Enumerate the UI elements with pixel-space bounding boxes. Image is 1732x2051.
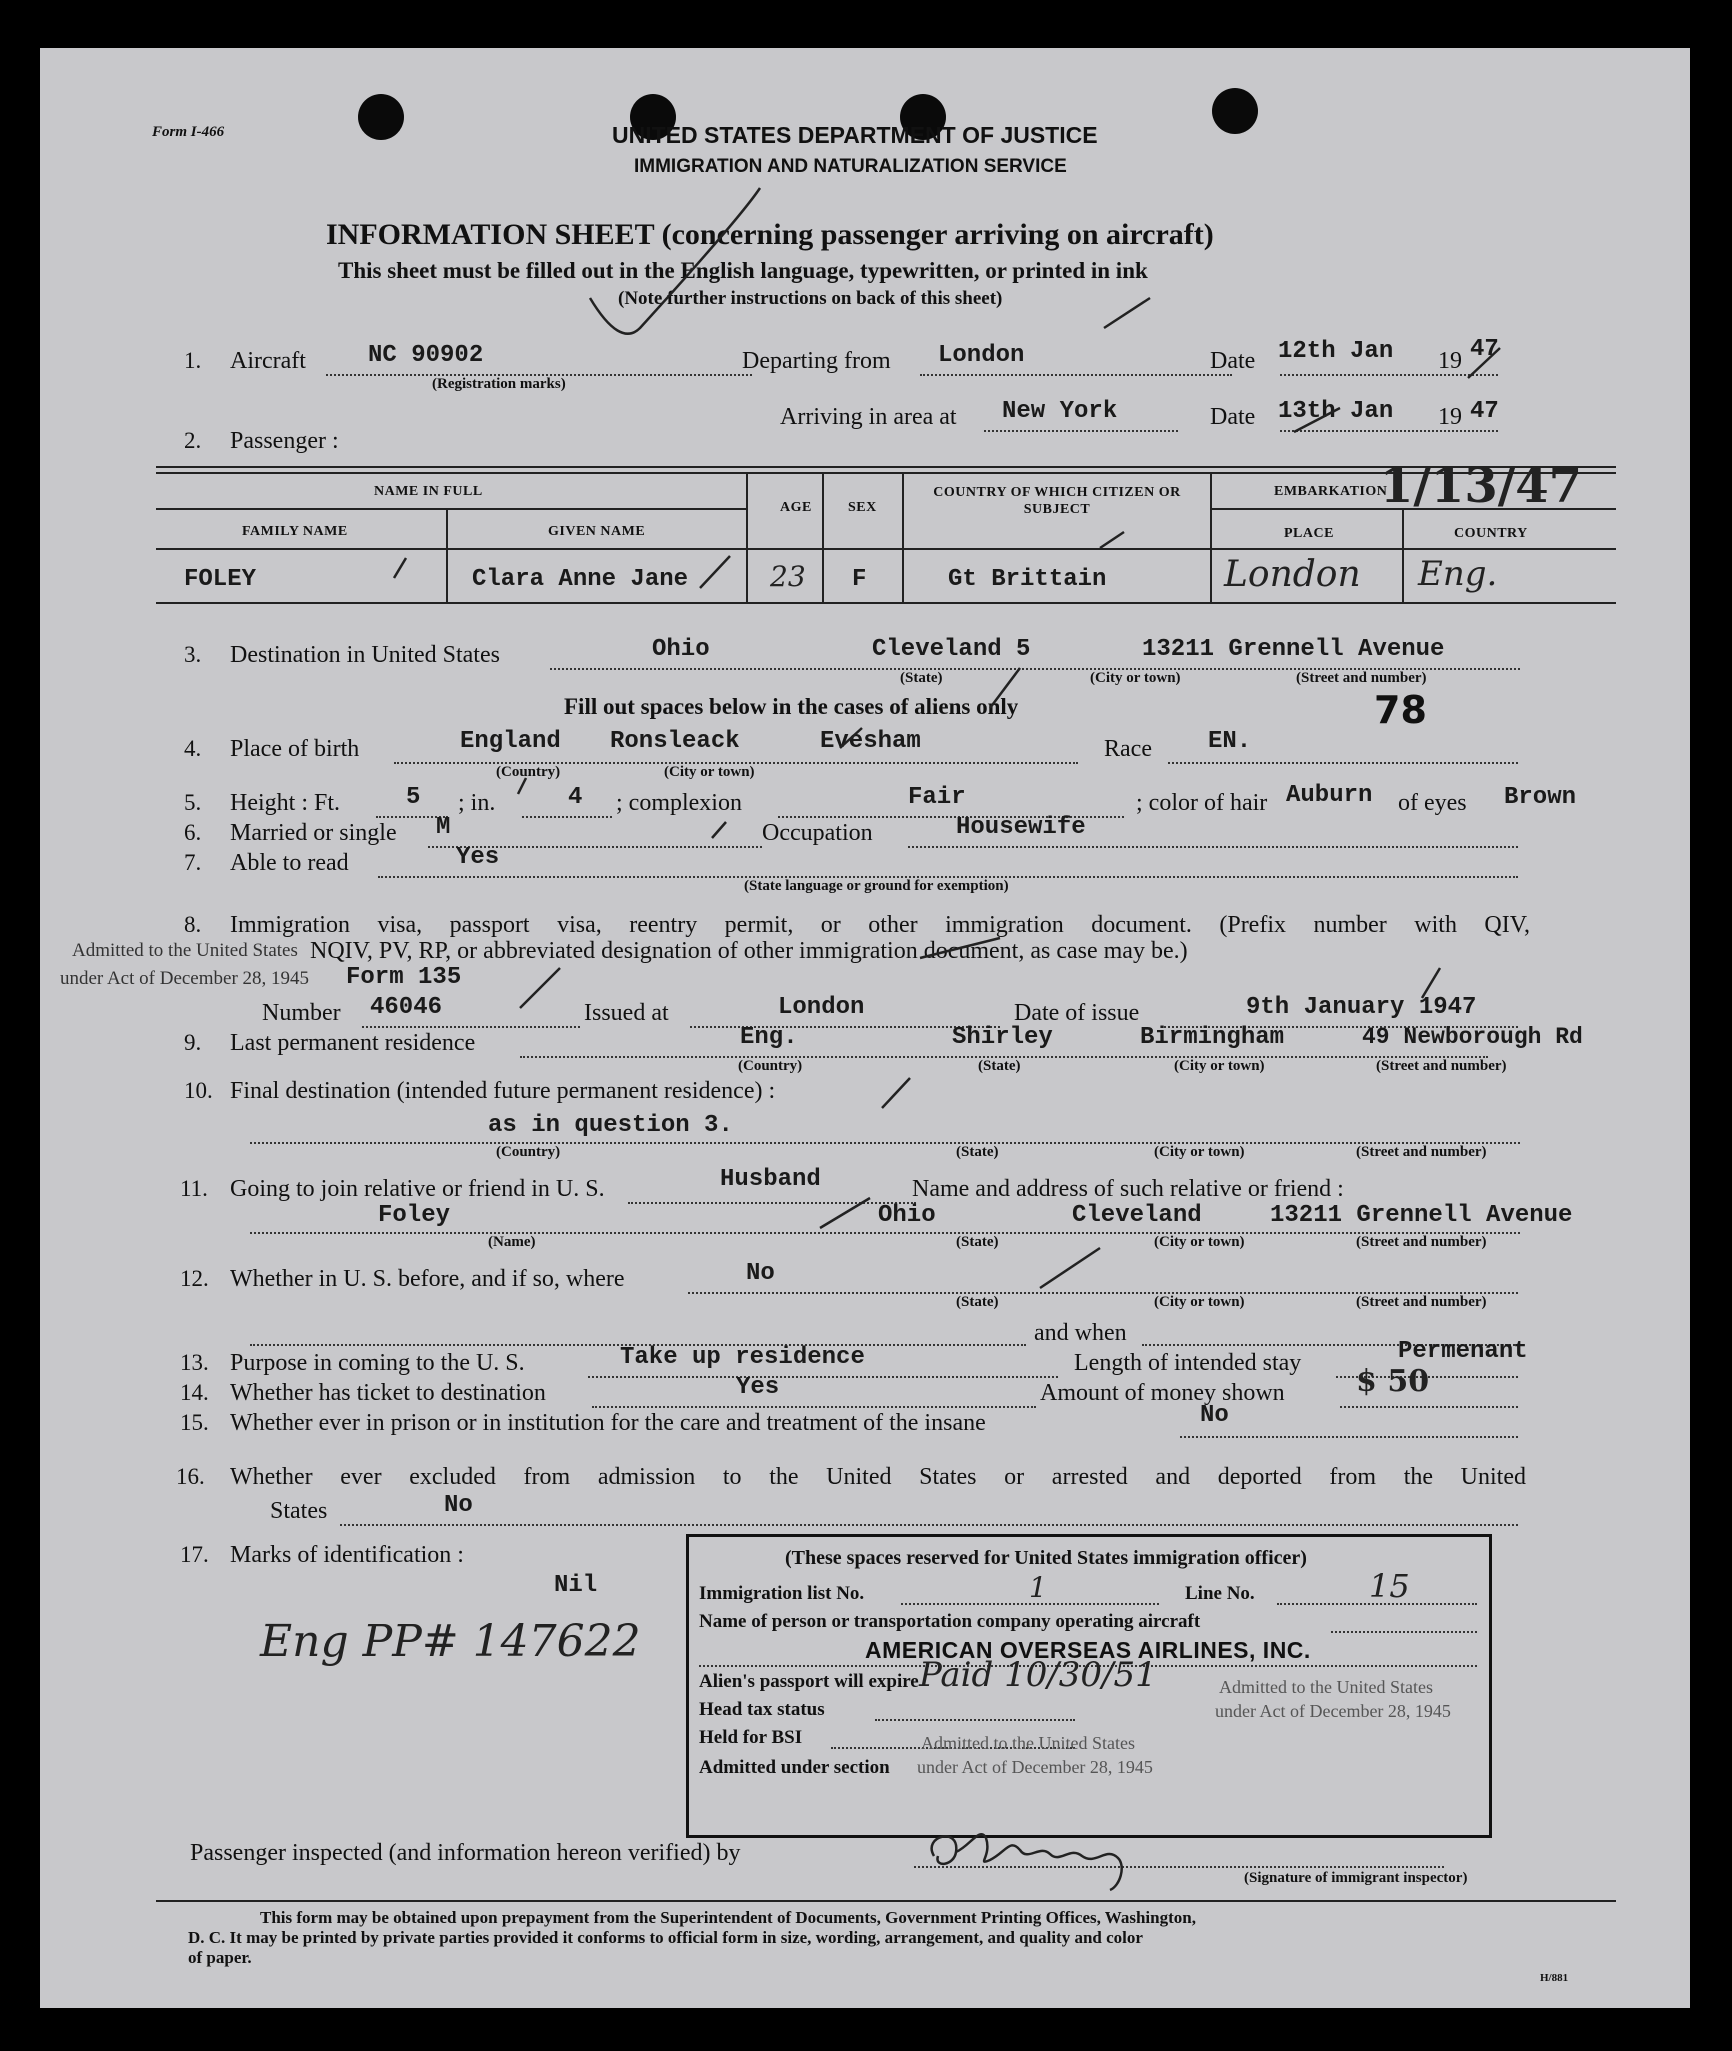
- ticket-label: Whether has ticket to destination: [230, 1380, 546, 1406]
- q10-number: 10.: [184, 1078, 213, 1103]
- age-value: 23: [770, 560, 806, 593]
- join-relative-label: Going to join relative or friend in U. S.: [230, 1176, 605, 1202]
- header-embarkation: EMBARKATION: [1274, 484, 1388, 499]
- q12-number: 12.: [180, 1266, 209, 1291]
- stay-value: Permenant: [1398, 1338, 1528, 1365]
- hair-label: ; color of hair: [1136, 790, 1268, 816]
- header-sex: SEX: [848, 500, 877, 515]
- caption-street: (Street and number): [1376, 1058, 1507, 1074]
- married-value: M: [436, 814, 451, 841]
- officer-stamp-a-line2: under Act of December 28, 1945: [1215, 1701, 1451, 1721]
- line-no-value: 15: [1369, 1567, 1410, 1605]
- header-country: COUNTRY: [1454, 526, 1528, 541]
- excluded-label-1: Whether ever excluded from admission to the United States or arrested and deported from the United: [230, 1464, 1526, 1490]
- issued-at-value: London: [778, 994, 865, 1021]
- birthplace-label: Place of birth: [230, 736, 360, 762]
- q5-number: 5.: [184, 790, 202, 815]
- date-label: Date: [1210, 404, 1256, 430]
- operator-company: AMERICAN OVERSEAS AIRLINES, INC.: [865, 1637, 1311, 1663]
- year-prefix: 19: [1438, 348, 1462, 374]
- given-name-value: Clara Anne Jane: [472, 566, 689, 593]
- embark-country-value: Eng.: [1418, 554, 1498, 594]
- q14-number: 14.: [180, 1380, 209, 1405]
- eyes-value: Brown: [1504, 784, 1577, 811]
- birth-city: Ronsleack: [610, 728, 740, 755]
- caption-street: (Street and number): [1356, 1144, 1487, 1160]
- q15-number: 15.: [180, 1410, 209, 1435]
- caption-state: (State): [978, 1058, 1021, 1074]
- visa-instructions-2: NQIV, PV, RP, or abbreviated designation of other immigration document, as case may be.): [310, 938, 1188, 964]
- header-given-name: GIVEN NAME: [548, 524, 646, 539]
- caption-state: (State): [956, 1294, 999, 1310]
- caption-city: (City or town): [664, 764, 755, 780]
- destination-city: Cleveland 5: [872, 636, 1031, 663]
- height-in-label: ; in.: [458, 790, 496, 816]
- date-of-issue-label: Date of issue: [1014, 1000, 1140, 1026]
- aircraft-label: Aircraft: [230, 348, 306, 374]
- q8-number: 8.: [184, 912, 202, 937]
- inspected-label: Passenger inspected (and information hereon verified) by: [190, 1840, 741, 1866]
- relative-address-label: Name and address of such relative or friend :: [912, 1176, 1344, 1202]
- q6-number: 6.: [184, 820, 202, 845]
- visa-number-value: 46046: [370, 994, 443, 1021]
- caption-name: (Name): [488, 1234, 536, 1250]
- aircraft-value: NC 90902: [368, 342, 484, 369]
- immigration-list-value: 1: [1029, 1571, 1047, 1604]
- admitted-stamp-line1: Admitted to the United States: [72, 940, 298, 961]
- caption-city: (City or town): [1154, 1234, 1245, 1250]
- instructions-line: This sheet must be filled out in the English language, typewritten, or printed in ink: [338, 258, 1148, 283]
- destination-street: 13211 Grennell Avenue: [1142, 636, 1445, 663]
- header-family-name: FAMILY NAME: [242, 524, 348, 539]
- residence-street: 49 Newborough Rd: [1362, 1024, 1583, 1050]
- registration-caption: (Registration marks): [432, 376, 566, 392]
- footer-note-1: This form may be obtained upon prepayment from the Superintendent of Documents, Government Printing Offices, Washington,: [260, 1908, 1196, 1927]
- handwritten-date: 1/13/47: [1380, 458, 1583, 514]
- excluded-value: No: [444, 1492, 473, 1519]
- citizen-value: Gt Brittain: [948, 566, 1107, 593]
- caption-country: (Country): [738, 1058, 803, 1074]
- hair-value: Auburn: [1286, 782, 1373, 809]
- departing-label: Departing from: [742, 348, 891, 374]
- departure-year: 47: [1470, 336, 1499, 363]
- destination-state: Ohio: [652, 636, 710, 663]
- departure-date: 12th Jan: [1278, 338, 1394, 365]
- prison-value: No: [1200, 1402, 1229, 1429]
- immigration-list-label: Immigration list No.: [699, 1583, 865, 1604]
- aliens-only-note: Fill out spaces below in the cases of aliens only: [564, 694, 1019, 719]
- service-title: IMMIGRATION AND NATURALIZATION SERVICE: [634, 156, 1067, 177]
- caption-country: (Country): [496, 1144, 561, 1160]
- header-name-in-full: NAME IN FULL: [374, 484, 483, 499]
- q4-number: 4.: [184, 736, 202, 761]
- admitted-section-label: Admitted under section: [699, 1757, 890, 1778]
- able-to-read-value: Yes: [456, 844, 500, 871]
- passport-expire-value: Paid 10/30/51: [919, 1655, 1157, 1695]
- sex-value: F: [852, 566, 867, 593]
- head-tax-label: Head tax status: [699, 1699, 825, 1720]
- relative-value: Husband: [720, 1166, 821, 1193]
- caption-state: (State): [956, 1234, 999, 1250]
- visa-document-value: Form 135: [346, 964, 462, 991]
- complexion-value: Fair: [908, 784, 966, 811]
- q16-number: 16.: [176, 1464, 205, 1489]
- arriving-label: Arriving in area at: [780, 404, 957, 430]
- birth-country: England: [460, 728, 561, 755]
- height-in-value: 4: [568, 784, 583, 811]
- caption-street: (Street and number): [1296, 670, 1427, 686]
- relative-state: Ohio: [878, 1202, 936, 1229]
- number-label: Number: [262, 1000, 341, 1026]
- handwritten-78: 78: [1374, 688, 1427, 732]
- eyes-label: of eyes: [1398, 790, 1467, 816]
- q1-number: 1.: [184, 348, 202, 373]
- ticket-value: Yes: [736, 1374, 780, 1401]
- residence-state: Shirley: [952, 1024, 1053, 1051]
- race-label: Race: [1104, 736, 1152, 762]
- arriving-value: New York: [1002, 398, 1118, 425]
- occupation-label: Occupation: [762, 820, 873, 846]
- last-residence-label: Last permanent residence: [230, 1030, 476, 1056]
- race-value: EN.: [1208, 728, 1252, 755]
- officer-box-title: (These spaces reserved for United States immigration officer): [785, 1547, 1307, 1569]
- q13-number: 13.: [180, 1350, 209, 1375]
- footer-code: H/881: [1540, 1972, 1569, 1984]
- officer-stamp-b-line2: under Act of December 28, 1945: [917, 1757, 1153, 1777]
- passenger-label: Passenger :: [230, 428, 339, 454]
- operator-label: Name of person or transportation company operating aircraft: [699, 1611, 1201, 1632]
- excluded-label-2: States: [270, 1498, 328, 1524]
- identification-value: Nil: [554, 1572, 598, 1599]
- caption-street: (Street and number): [1356, 1294, 1487, 1310]
- residence-city: Birmingham: [1140, 1024, 1285, 1051]
- page-title: INFORMATION SHEET (concerning passenger arriving on aircraft): [326, 218, 1214, 251]
- q2-number: 2.: [184, 428, 202, 453]
- caption-state: (State): [956, 1144, 999, 1160]
- caption-country: (Country): [496, 764, 561, 780]
- prior-us-label: Whether in U. S. before, and if so, where: [230, 1266, 625, 1292]
- q3-number: 3.: [184, 642, 202, 667]
- header-age: AGE: [780, 500, 812, 515]
- date-label: Date: [1210, 348, 1256, 374]
- admitted-stamp-line2: under Act of December 28, 1945: [60, 968, 310, 989]
- stay-label: Length of intended stay: [1074, 1350, 1302, 1376]
- arrival-year: 47: [1470, 398, 1499, 425]
- year-prefix: 19: [1438, 404, 1462, 430]
- held-bsi-label: Held for BSI: [699, 1727, 803, 1748]
- prison-label: Whether ever in prison or in institution for the care and treatment of the insane: [230, 1410, 986, 1436]
- identification-label: Marks of identification :: [230, 1542, 464, 1568]
- form-sheet: [40, 48, 1690, 2008]
- identification-handwritten: Eng PP# 147622: [260, 1616, 641, 1667]
- caption-city: (City or town): [1154, 1144, 1245, 1160]
- form-number: Form I-466: [152, 124, 225, 140]
- passport-expire-label: Alien's passport will expire: [699, 1671, 919, 1692]
- caption-city: (City or town): [1154, 1294, 1245, 1310]
- height-ft-value: 5: [406, 784, 421, 811]
- q7-number: 7.: [184, 850, 202, 875]
- caption-city: (City or town): [1174, 1058, 1265, 1074]
- and-when-label: and when: [1034, 1320, 1127, 1346]
- footer-note-3: of paper.: [188, 1948, 252, 1967]
- complexion-label: ; complexion: [616, 790, 742, 816]
- purpose-value: Take up residence: [620, 1344, 865, 1371]
- date-of-issue-value: 9th January 1947: [1246, 994, 1477, 1021]
- instructions-note: (Note further instructions on back of this sheet): [618, 288, 1003, 309]
- language-caption: (State language or ground for exemption): [744, 878, 1009, 894]
- relative-city: Cleveland: [1072, 1202, 1202, 1229]
- pen-check-marks: [40, 48, 1690, 2008]
- relative-street: 13211 Grennell Avenue: [1270, 1202, 1573, 1229]
- signature-caption: (Signature of immigrant inspector): [1244, 1870, 1468, 1886]
- final-destination-label: Final destination (intended future permanent residence) :: [230, 1078, 776, 1104]
- header-place: PLACE: [1284, 526, 1334, 541]
- prior-us-value: No: [746, 1260, 775, 1287]
- married-label: Married or single: [230, 820, 397, 846]
- officer-stamp-a-line1: Admitted to the United States: [1219, 1677, 1433, 1697]
- footer-note-2: D. C. It may be printed by private parties provided it conforms to official form in size, wording, arrangement, and quality and color: [188, 1928, 1143, 1947]
- q17-number: 17.: [180, 1542, 209, 1567]
- relative-name: Foley: [378, 1202, 451, 1229]
- arrival-date: 13th Jan: [1278, 398, 1394, 425]
- line-no-label: Line No.: [1185, 1583, 1255, 1604]
- family-name-value: FOLEY: [184, 566, 257, 593]
- caption-street: (Street and number): [1356, 1234, 1487, 1250]
- officer-stamp-b-line1: Admitted to the United States: [921, 1733, 1135, 1753]
- issued-at-label: Issued at: [584, 1000, 669, 1026]
- money-value: $ 50: [1356, 1364, 1430, 1399]
- visa-instructions-1: Immigration visa, passport visa, reentry permit, or other immigration document. (Prefix number with QIV,: [230, 912, 1530, 938]
- final-destination-value: as in question 3.: [488, 1112, 733, 1139]
- money-label: Amount of money shown: [1040, 1380, 1285, 1406]
- q9-number: 9.: [184, 1030, 202, 1055]
- purpose-label: Purpose in coming to the U. S.: [230, 1350, 525, 1376]
- destination-label: Destination in United States: [230, 642, 500, 668]
- caption-city: (City or town): [1090, 670, 1181, 686]
- able-to-read-label: Able to read: [230, 850, 349, 876]
- occupation-value: Housewife: [956, 814, 1086, 841]
- embark-place-value: London: [1224, 554, 1361, 595]
- departing-value: London: [938, 342, 1025, 369]
- caption-state: (State): [900, 670, 943, 686]
- q11-number: 11.: [180, 1176, 208, 1201]
- height-ft-label: Height : Ft.: [230, 790, 341, 816]
- department-title: UNITED STATES DEPARTMENT OF JUSTICE: [612, 122, 1098, 148]
- birth-city-2: Evesham: [820, 728, 921, 755]
- residence-country: Eng.: [740, 1024, 798, 1051]
- header-country-citizen: COUNTRY OF WHICH CITIZEN OR SUBJECT: [933, 485, 1181, 517]
